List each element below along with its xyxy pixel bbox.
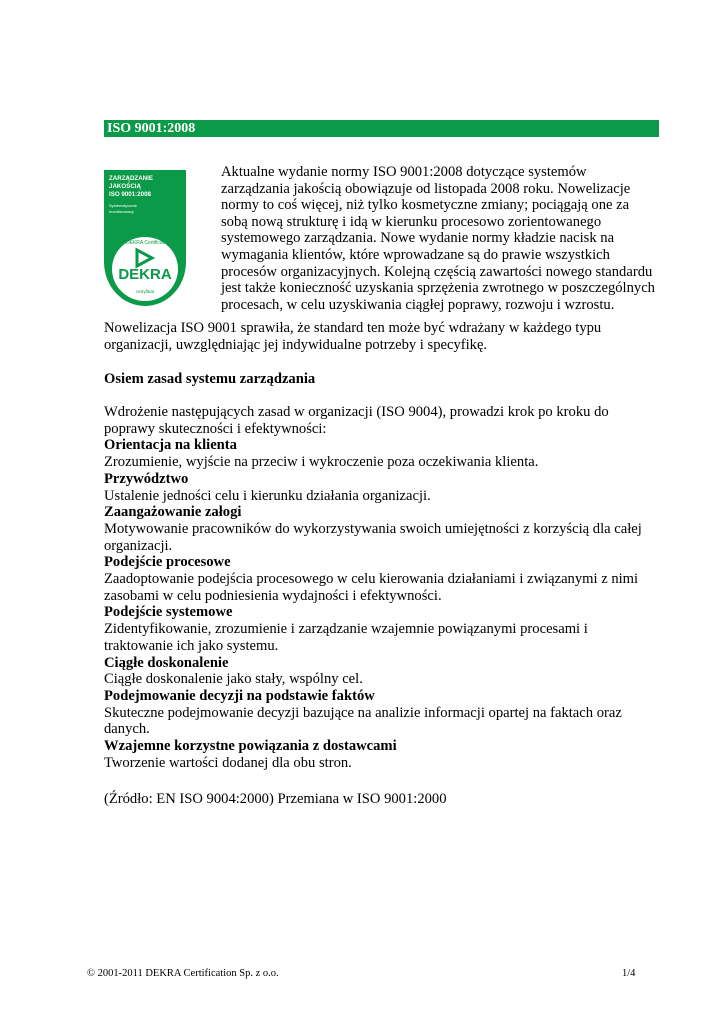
principle-text: Tworzenie wartości dodanej dla obu stron. [104, 754, 352, 771]
principle-title: Podejmowanie decyzji na podstawie faktów [104, 687, 375, 704]
principle-title: Podejście procesowe [104, 554, 231, 571]
intro-line: normy to coś więcej, niż tylko kosmetyczne zmiany; pociągają one za [221, 197, 630, 214]
logo-brand: DEKRA [118, 266, 172, 283]
section-title: Osiem zasad systemu zarządzania [104, 371, 316, 387]
intro-line: procesach, w celu uzyskiwania ciągłej poprawy, rozwoju i wzrostu. [221, 296, 615, 313]
principle-text: Zaadoptowanie podejścia procesowego w celu kierowania działaniami i związanymi z nimi [104, 571, 639, 588]
principle-title: Przywództwo [104, 470, 189, 487]
principle-text: Skuteczne podejmowanie decyzji bazujące na analizie informacji opartej na faktach oraz [104, 704, 622, 721]
principle-text: Zrozumienie, wyjście na przeciw i wykroczenie poza oczekiwania klienta. [104, 454, 539, 471]
dekra-certification-logo [104, 170, 186, 308]
principle-text: zasobami w celu podniesienia wydajności i efektywności. [104, 587, 442, 604]
principle-text: Ustalenie jedności celu i kierunku działania organizacji. [104, 487, 431, 504]
intro-continuation-line: organizacji, uwzględniając jej indywidualne potrzeby i specyfikę. [104, 336, 488, 353]
intro-continuation-line: Nowelizacja ISO 9001 sprawiła, że standard ten może być wdrażany w każdego typu [104, 320, 602, 336]
principle-title: Zaangażowanie załogi [104, 504, 242, 521]
intro-paragraph [221, 164, 666, 313]
intro-line: Aktualne wydanie normy ISO 9001:2008 dotyczące systemów [221, 164, 587, 180]
logo-text-line1: ZARZĄDZANIE [109, 175, 153, 182]
principle-text: traktowanie ich jako systemu. [104, 637, 279, 654]
section-header-title: ISO 9001:2008 [107, 121, 196, 136]
logo-text-line3: ISO 9001:2008 [109, 191, 151, 198]
intro-line: procesów organizacyjnych. Kolejną częścią zawartości nowego standardu [221, 263, 653, 280]
principle-title: Orientacja na klienta [104, 437, 237, 454]
principle-text: organizacji. [104, 537, 173, 554]
intro-line: wymagania klientów, które wprowadzane są do prawie wszystkich [221, 246, 610, 263]
intro-continuation [104, 320, 664, 353]
section-header-bar [104, 120, 659, 137]
principles-intro-line: poprawy skuteczności i efektywności: [104, 420, 327, 437]
logo-text-line4: Systematycznie [109, 203, 138, 208]
intro-line: jest także konieczność uzyskania sprzężenia zwrotnego w poszczególnych [221, 280, 655, 297]
intro-line: systemowego zarządzania. Nowe wydanie normy kładzie nacisk na [221, 230, 615, 247]
principle-text: Motywowanie pracowników do wykorzystywania swoich umiejętności z korzyścią dla całej [104, 520, 642, 537]
intro-line: zarządzania jakością obowiązuje od listopada 2008 roku. Nowelizacje [221, 180, 631, 197]
logo-text-line2: JAKOŚCIĄ [109, 183, 141, 190]
principle-text: Ciągłe doskonalenie jako stały, wspólny cel. [104, 671, 363, 688]
principle-title: Wzajemne korzystne powiązania z dostawcami [104, 738, 397, 755]
principle-text: danych. [104, 721, 150, 738]
footer-page-number: 1/4 [622, 968, 636, 979]
logo-ring-text: DEKRA Certification [126, 240, 171, 246]
principles-intro-line: Wdrożenie następujących zasad w organizacji (ISO 9004), prowadzi krok po kroku do [104, 404, 609, 420]
logo-text-line5: monitorowany [109, 209, 134, 214]
principle-title: Podejście systemowe [104, 604, 233, 621]
logo-bottom-text: certyfikat [135, 289, 155, 294]
source-note: (Źródło: EN ISO 9004:2000) Przemiana w ISO 9001:2000 [104, 791, 447, 807]
principle-text: Zidentyfikowanie, zrozumienie i zarządzanie wzajemnie powiązanymi procesami i [104, 621, 588, 638]
intro-line: sobą nową strukturę i idą w kierunku procesowo zorientowanego [221, 213, 602, 230]
footer-copyright: © 2001-2011 DEKRA Certification Sp. z o.o. [87, 968, 279, 979]
principles-section [104, 404, 664, 771]
principle-title: Ciągłe doskonalenie [104, 654, 229, 671]
